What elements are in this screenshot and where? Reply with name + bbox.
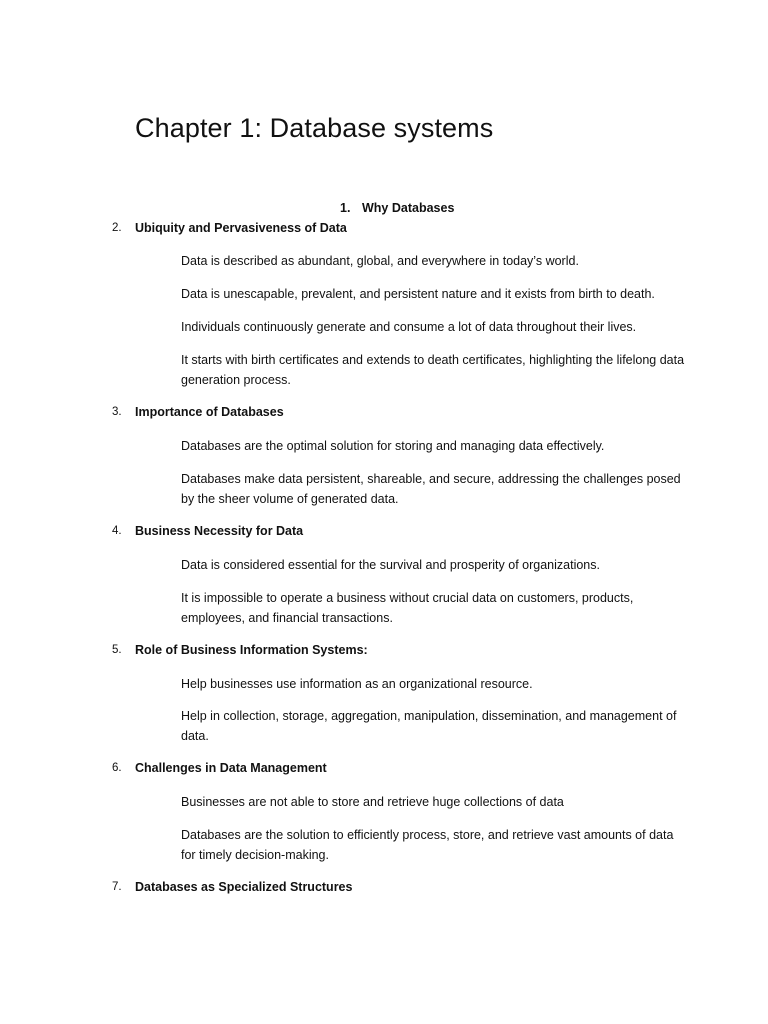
section-number: 4. [112,525,122,537]
section-heading [112,643,368,657]
section-number: 6. [112,762,122,774]
page-title: Chapter 1: Database systems [135,113,494,143]
paragraph: Data is considered essential for the survival and prosperity of organizations. [181,558,600,572]
paragraph: Data is described as abundant, global, and everywhere in today’s world. [181,254,579,268]
paragraph: It is impossible to operate a business without crucial data on customers, products, employees, and financial transactions. [181,591,634,625]
paragraph: Businesses are not able to store and retrieve huge collections of data [181,795,564,809]
paragraph: It starts with birth certificates and extends to death certificates, highlighting the lifelong data generation process. [181,353,685,387]
paragraph: Data is unescapable, prevalent, and persistent nature and it exists from birth to death. [181,287,655,301]
paragraph: Databases make data persistent, shareable, and secure, addressing the challenges posed by the sheer volume of generated data. [181,472,681,506]
section-heading-text: Databases as Specialized Structures [135,880,353,894]
section-heading [112,761,327,775]
paragraph: Help in collection, storage, aggregation, manipulation, dissemination, and management of data. [181,709,677,743]
section-heading [112,405,284,419]
section-heading-text: Business Necessity for Data [135,524,304,538]
section-heading [112,221,347,235]
section-heading [112,880,353,894]
section-heading-text: Importance of Databases [135,405,284,419]
section-number: 7. [112,881,122,893]
paragraph: Help businesses use information as an organizational resource. [181,677,533,691]
paragraph: Individuals continuously generate and consume a lot of data throughout their lives. [181,320,637,334]
section-heading-text: Role of Business Information Systems: [135,643,368,657]
section-number: 3. [112,406,122,418]
intro-heading [340,201,454,215]
section-heading-text: Ubiquity and Pervasiveness of Data [135,221,347,235]
section-number: 5. [112,644,122,656]
intro-heading-number: 1. [340,201,351,215]
section-heading [112,524,304,538]
section-number: 2. [112,222,122,234]
intro-heading-label: Why Databases [362,201,455,215]
paragraph: Databases are the solution to efficiently process, store, and retrieve vast amounts of data for timely decision-making. [181,828,674,862]
section-heading-text: Challenges in Data Management [135,761,327,775]
paragraph: Databases are the optimal solution for storing and managing data effectively. [181,439,605,453]
